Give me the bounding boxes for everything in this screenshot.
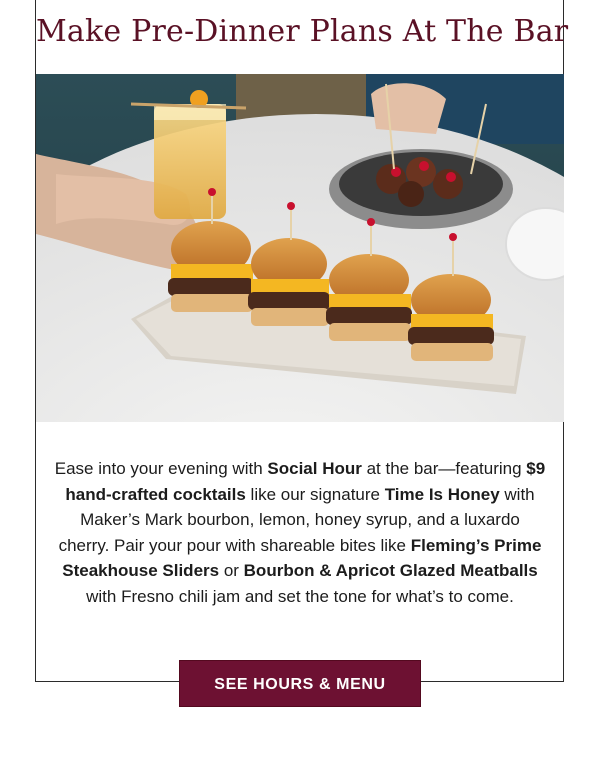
page-title: Make Pre-Dinner Plans At The Bar — [36, 14, 569, 49]
see-hours-menu-button[interactable]: SEE HOURS & MENU — [179, 660, 421, 707]
sliders-cocktail-photo — [36, 74, 564, 422]
cocktail-price-highlight: $9 hand-crafted cocktails — [65, 459, 546, 504]
body-text: like our signature — [245, 484, 385, 504]
body-text: with Maker’s Mark bourbon, lemon, honey syrup, and a luxardo cherry. Pair your pour with shareable bites like — [58, 484, 535, 555]
cocktail-name-highlight: Time Is Honey — [384, 484, 500, 504]
body-text: at the bar—featuring — [361, 459, 527, 478]
sliders-highlight: Fleming’s Prime Steakhouse Sliders — [62, 535, 542, 581]
social-hour-highlight: Social Hour — [267, 459, 362, 478]
body-text: or — [219, 561, 244, 581]
body-text: with Fresno chili jam and set the tone for what’s to come. — [86, 586, 514, 606]
photo-illustration — [36, 74, 564, 422]
meatballs-highlight: Bourbon & Apricot Glazed Meatballs — [243, 561, 538, 581]
promo-description — [36, 456, 564, 610]
body-text: Ease into your evening with — [54, 459, 268, 478]
